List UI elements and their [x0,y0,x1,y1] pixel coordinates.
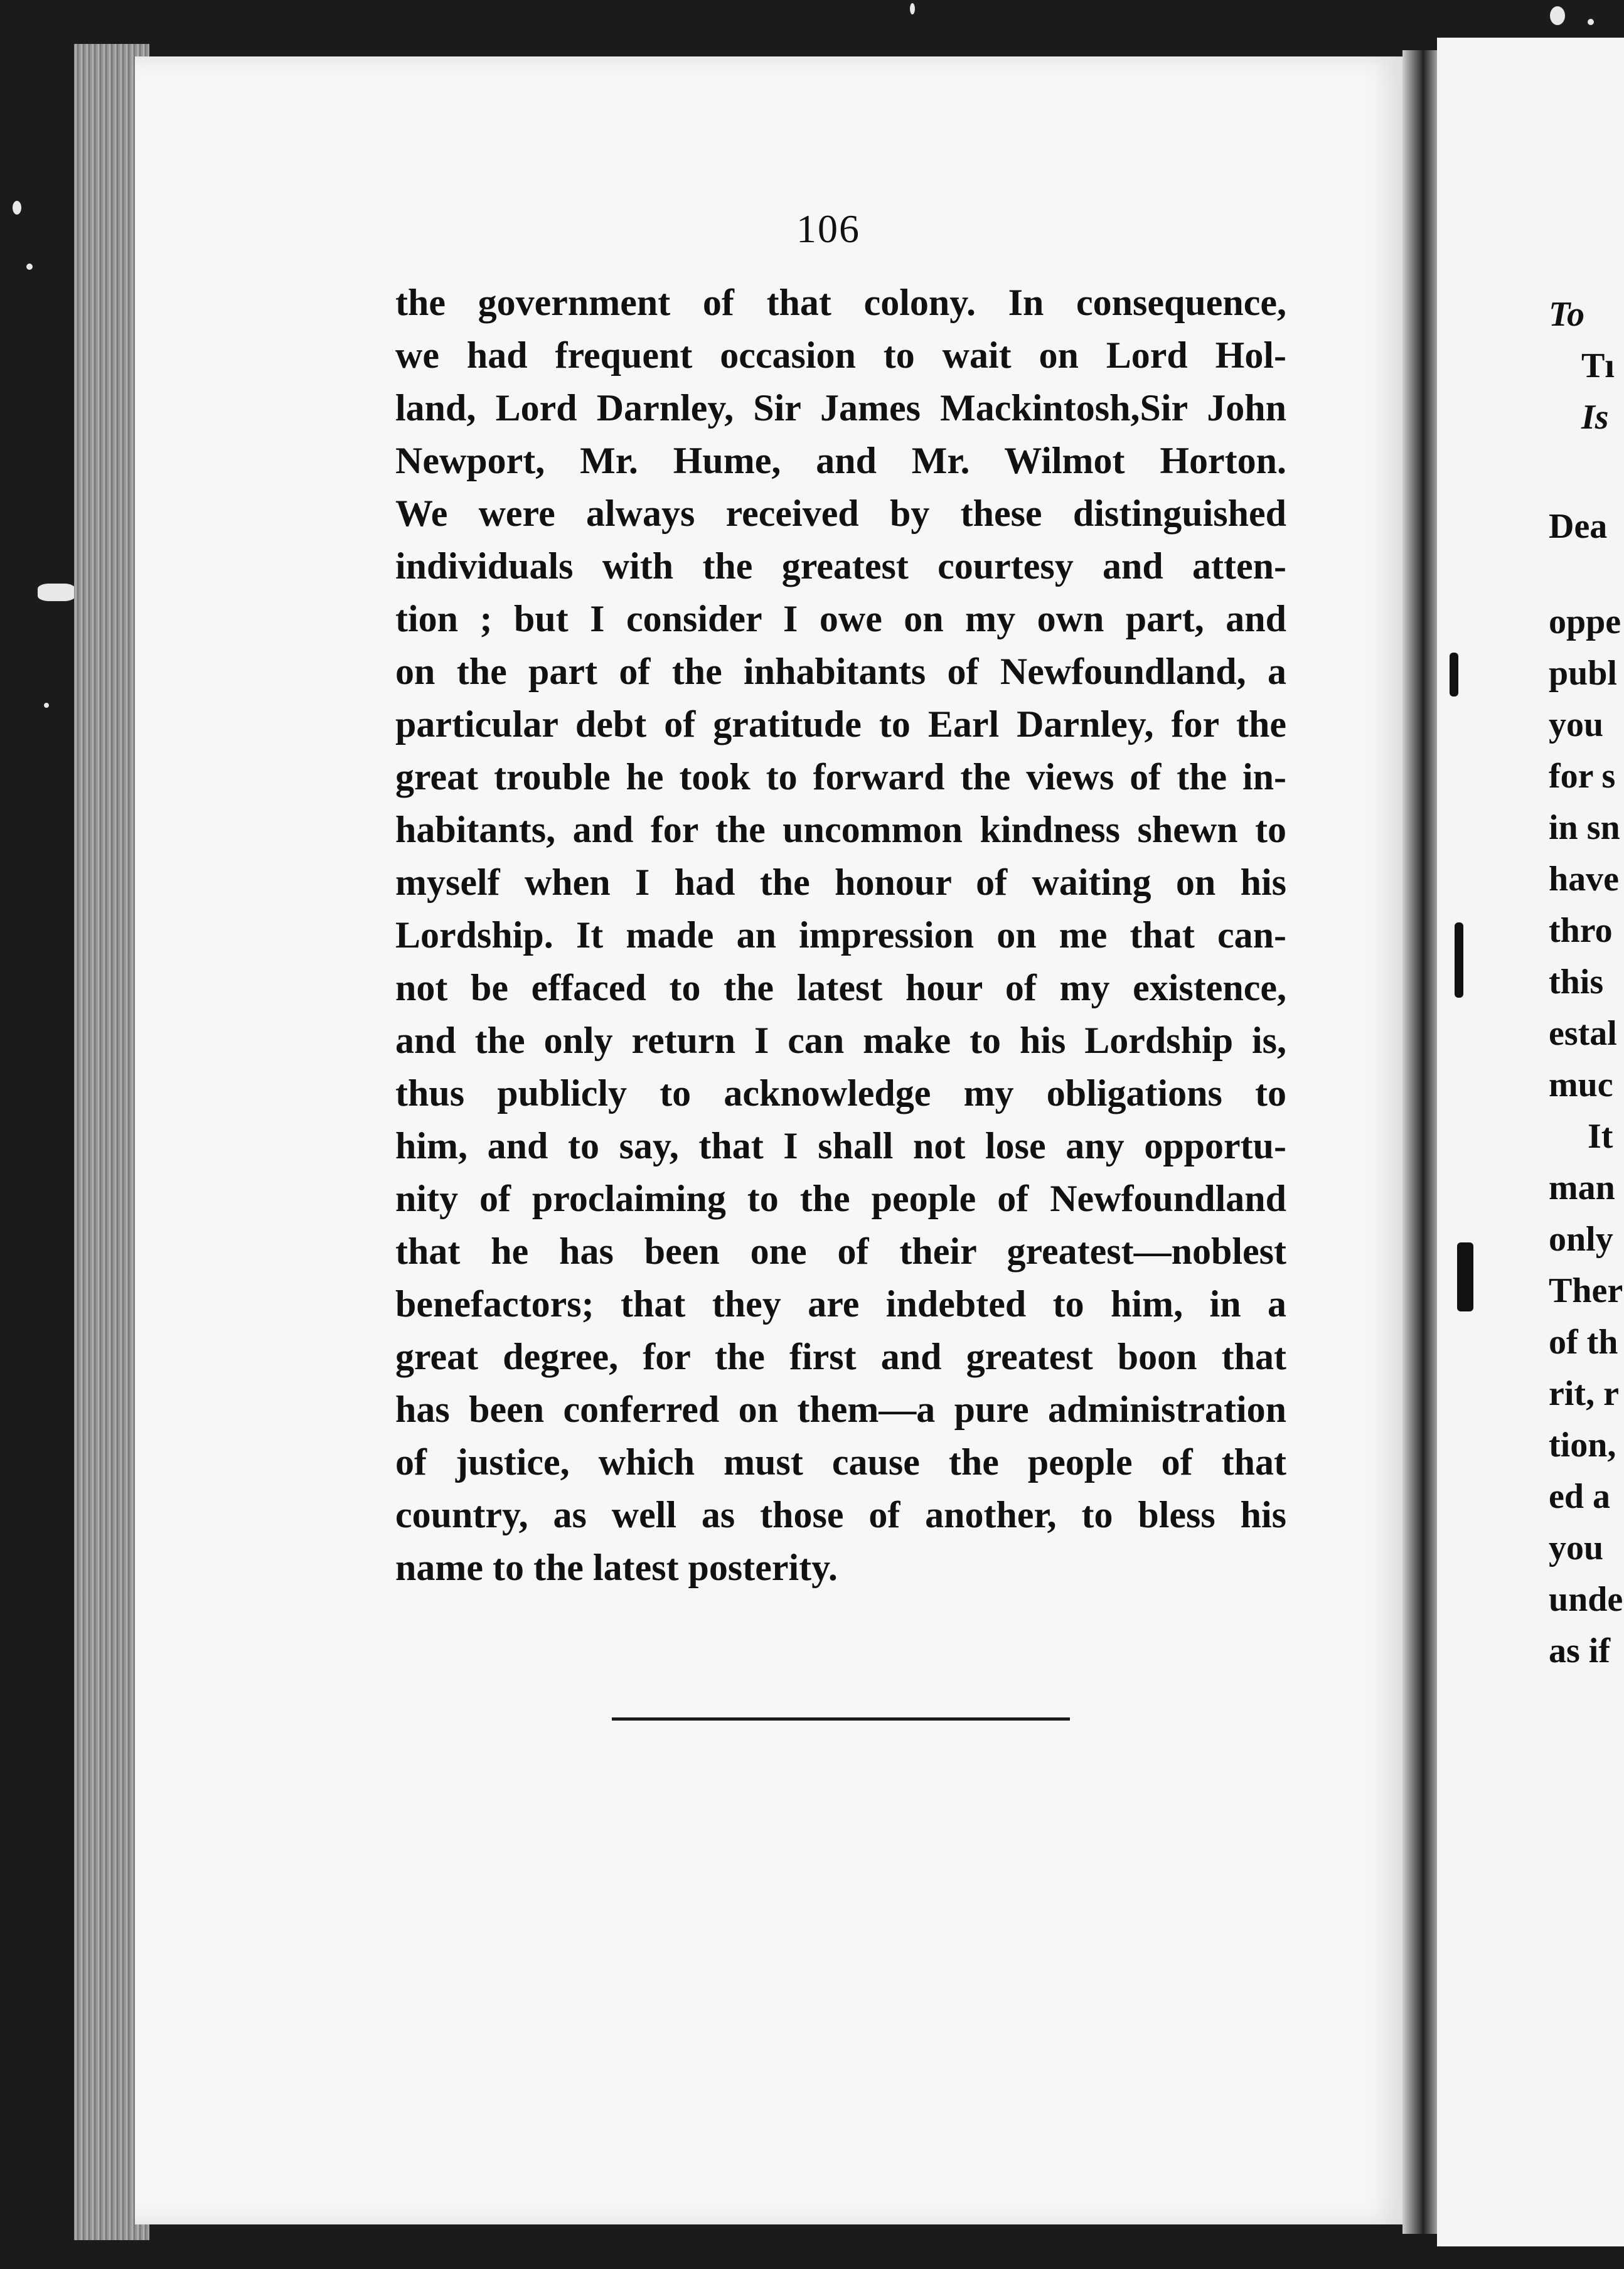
text-line: the government of that colony. In consequence, [395,282,1286,323]
text-line: country, as well as those of another, to bless his [395,1494,1286,1535]
right-text-line: unde [1549,1580,1623,1619]
right-text-line: man [1549,1168,1615,1207]
text-line: particular debt of gratitude to Earl Darnley, for the [395,703,1286,745]
text-line: and the only return I can make to his Lordship is, [395,1020,1286,1061]
text-line: Newport, Mr. Hume, and Mr. Wilmot Horton. [395,440,1286,481]
right-text-line: you [1549,1529,1604,1567]
scan-speck [38,584,75,601]
right-text-line: rit, r [1549,1374,1619,1413]
right-page [1437,38,1624,2246]
right-text-line: you [1549,705,1604,744]
text-line: of justice, which must cause the people of that [395,1441,1286,1483]
right-text-line: this [1549,963,1604,1001]
text-line: land, Lord Darnley, Sir James Mackintosh,Sir John [395,387,1286,429]
scan-speck [26,264,33,270]
text-line: him, and to say, that I shall not lose any opportu- [395,1125,1286,1167]
text-line: thus publicly to acknowledge my obligations to [395,1072,1286,1114]
right-heading-line: Tı [1581,346,1615,385]
scan-speck [44,703,49,708]
ink-mark [1457,1242,1473,1311]
text-line: benefactors; that they are indebted to him, in a [395,1283,1286,1325]
text-line: myself when I had the honour of waiting on his [395,862,1286,903]
scan-speck [1550,6,1565,25]
text-line: has been conferred on them—a pure administration [395,1389,1286,1430]
right-text-line: ed a [1549,1477,1610,1516]
right-text-line: It [1588,1117,1613,1156]
right-text-line: in sn [1549,808,1620,847]
right-text-line: tion, [1549,1426,1616,1465]
text-line: tion ; but I consider I owe on my own part, and [395,598,1286,639]
right-salutation: Dea [1549,507,1608,546]
page-number: 106 [796,206,860,251]
ink-mark [1450,653,1458,697]
right-text-line: thro [1549,911,1613,950]
right-text-line: publ [1549,654,1617,693]
text-line: individuals with the greatest courtesy and atten- [395,545,1286,587]
text-line: on the part of the inhabitants of Newfoundland, a [395,651,1286,692]
text-line: that he has been one of their greatest—noblest [395,1231,1286,1272]
text-line: name to the latest posterity. [395,1547,838,1588]
right-text-line: muc [1549,1065,1613,1104]
text-line: nity of proclaiming to the people of Newfoundland [395,1178,1286,1219]
book-gutter [1402,50,1440,2234]
right-text-line: Ther [1549,1271,1623,1310]
right-text-line: for s [1549,757,1616,796]
text-line: habitants, and for the uncommon kindness shewn to [395,809,1286,850]
right-text-line: as if [1549,1631,1610,1670]
right-heading-line: Is [1581,398,1609,437]
right-text-line: only [1549,1220,1613,1259]
left-page-text [395,276,1286,1594]
ink-mark [1455,922,1463,998]
text-line: not be effaced to the latest hour of my existence, [395,967,1286,1008]
section-divider-rule [612,1717,1070,1721]
scan-speck [1588,19,1594,25]
right-text-line: oppe [1549,602,1621,641]
text-line: great degree, for the first and greatest boon that [395,1336,1286,1377]
right-text-line: have [1549,860,1619,899]
scan-speck [910,3,915,14]
text-line: Lordship. It made an impression on me that can- [395,914,1286,956]
scan-speck [13,201,21,215]
text-line: We were always received by these distinguished [395,493,1286,534]
right-page-text [1549,289,1624,1677]
right-heading-line: To [1549,295,1585,334]
right-text-line: of th [1549,1323,1618,1362]
text-line: we had frequent occasion to wait on Lord Hol- [395,334,1286,376]
right-text-line: estal [1549,1014,1617,1053]
text-line: great trouble he took to forward the views of the in- [395,756,1286,798]
